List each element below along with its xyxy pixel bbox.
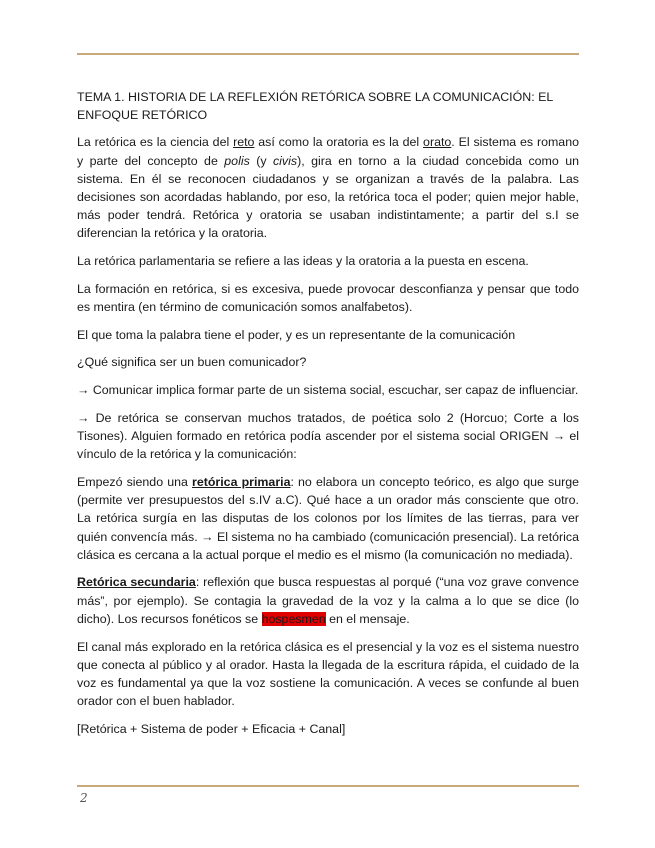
paragraph-parlamentaria: La retórica parlamentaria se refiere a las ideas y la oratoria a la puesta en escena. [77, 254, 529, 269]
highlighted-word: hospesmen [261, 611, 326, 626]
document-title: TEMA 1. HISTORIA DE LA REFLEXIÓN RETÓRICA SOBRE LA COMUNICACIÓN: EL ENFOQUE RETÓRICO [77, 90, 553, 123]
document-body [77, 88, 579, 748]
term-retorica-primaria: retórica primaria [192, 474, 291, 489]
footer-rule [77, 785, 579, 787]
paragraph-comunicar: → Comunicar implica formar parte de un sistema social, escuchar, ser capaz de influenciar. [77, 383, 579, 398]
text-run: La retórica es la ciencia del [77, 135, 234, 150]
term-retorica-secundaria: Retórica secundaria [77, 575, 196, 590]
text-run: . El sistema es romano y parte del concepto de [77, 135, 579, 168]
paragraph-retorica-primaria [77, 473, 579, 564]
paragraph-formacion: La formación en retórica, si es excesiva, puede provocar desconfianza y pensar que todo es mentira (en término de comunicación somos analfabetos). [77, 281, 579, 315]
text-run: Empezó siendo una [77, 474, 192, 489]
term-orato: orato [423, 135, 452, 150]
paragraph-summary-formula: [Retórica + Sistema de poder + Eficacia + Canal] [77, 721, 346, 736]
page-number: 2 [80, 791, 88, 805]
term-reto: reto [233, 135, 255, 150]
paragraph-toma-palabra: El que toma la palabra tiene el poder, y es un representante de la comunicación [77, 327, 516, 342]
term-polis: polis [224, 153, 250, 168]
paragraph-tratados: → De retórica se conservan muchos tratados, de poética solo 2 (Horcuo; Corte a los Tisones). Alguien formado en retórica podía ascender por el sistema social ORIGEN → el vínculo de la retórica y la comunicación: [77, 410, 579, 462]
text-run: : no elabora un concepto teórico, es algo que surge (permite ver presupuestos del s.IV a.C). Qué hace a un orador más consciente que otro. La retórica surgía en las disputas de los colonos por los límites de las tierras, para ver quién convencía más. → El sistema no ha cambiado (comunicación presencial). La retórica clásica es cercana a la actual porque el medio es el mismo (la comunicación no mediada). [77, 474, 580, 562]
header-rule [77, 53, 579, 55]
paragraph-retorica-secundaria [77, 573, 579, 628]
paragraph-reto-orato [77, 133, 579, 242]
text-run: (y [249, 153, 273, 168]
paragraph-canal: El canal más explorado en la retórica clásica es el presencial y la voz es el sistema nuestro que conecta al público y al orador. Hasta la llegada de la escritura rápida, el cuidado de la voz es fundamental ya que la voz sostiene la comunicación. A veces se confunde al buen orador con el buen hablador. [77, 639, 579, 709]
term-civis: civis [272, 153, 298, 168]
paragraph-question: ¿Qué significa ser un buen comunicador? [77, 355, 307, 370]
text-run: ), gira en torno a la ciudad concebida como un sistema. En él se reconocen ciudadanos y se organizan a través de la palabra. Las decisiones son acordadas hablando, por eso, la retórica toca el poder; quien mejor hable, más poder tendrá. Retórica y oratoria se usaban indistintamente; a partir del s.I se diferencian la retórica y la oratoria. [77, 153, 579, 241]
text-run: así como la oratoria es la del [254, 135, 424, 150]
text-run: : reflexión que busca respuestas al porqué (“una voz grave convence más”, por ejemplo). Se contagia la gravedad de la voz y la calma a lo que se dice (lo dicho). Los recursos fonéticos se [77, 575, 579, 626]
text-run: en el mensaje. [325, 611, 410, 626]
